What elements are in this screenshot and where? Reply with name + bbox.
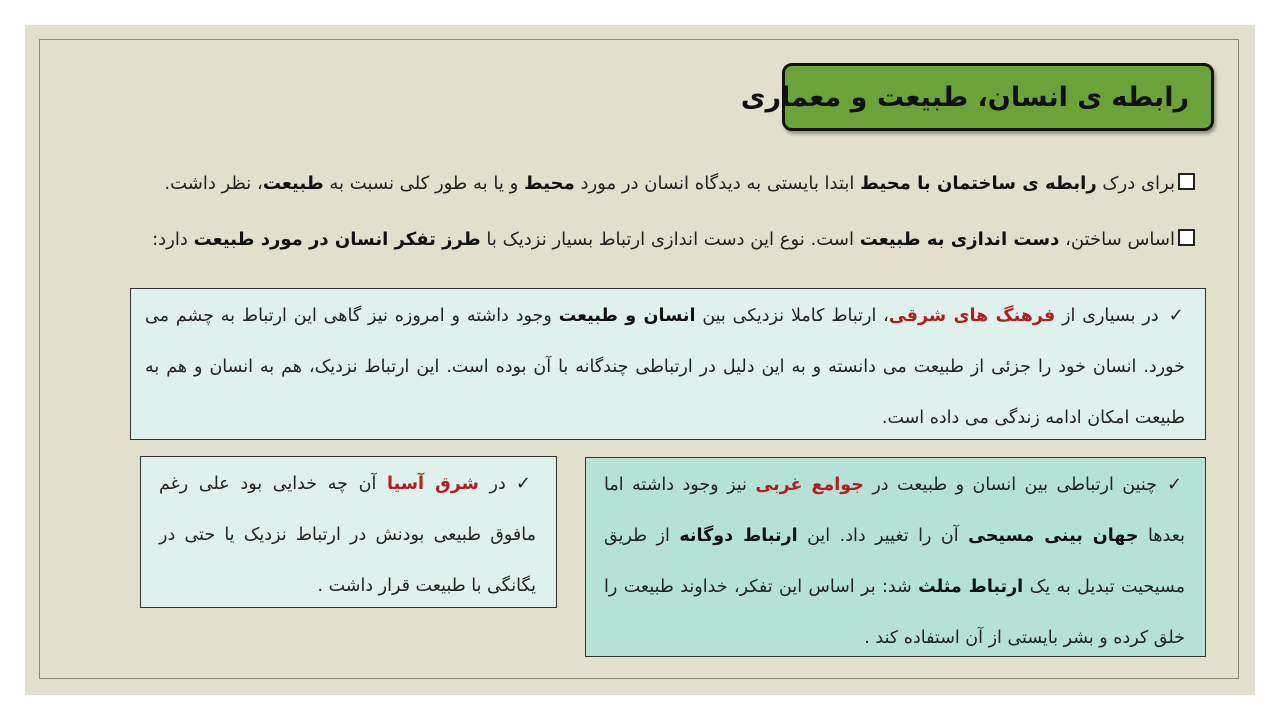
- box-text: در: [478, 474, 506, 494]
- paragraph-1-text: برای درک: [1096, 173, 1175, 194]
- box-text: شد: بر اساس این تفکر، خداوند طبیعت را خلق کرده و بشر بایستی از آن استفاده کند .: [604, 577, 1185, 648]
- bold-text: ارتباط دوگانه: [679, 526, 798, 546]
- box-text: آن چه خدایی بود علی رغم مافوق طبیعی بودنش در ارتباط نزدیک یا حتی در یگانگی با طبیعت قرار داشت .: [159, 474, 536, 596]
- paragraph-2-text: اساس ساختن،: [1059, 229, 1175, 250]
- paragraph-1-text: ابتدا بایستی به دیدگاه انسان در مورد: [574, 173, 861, 194]
- paragraph-1-text: و یا به طور کلی نسبت به: [323, 173, 524, 194]
- paragraph-1: [85, 171, 1195, 197]
- box-text: وجود داشته و امروزه نیز گاهی این ارتباط به چشم می خورد. انسان خود را جزئی از طبیعت می دانسته و به این دلیل در ارتباطی چندگانه با آن بوده است. این ارتباط نزدیک، هم به انسان و هم به طبیعت امکان ادامه زندگی می داده است.: [145, 306, 1185, 428]
- highlight-text: فرهنگ های شرقی: [888, 306, 1056, 326]
- checkmark-icon: ✓: [1168, 305, 1186, 326]
- box-text: در بسیاری از: [1055, 306, 1159, 326]
- paragraph-1-bold: رابطه ی ساختمان با محیط: [860, 173, 1097, 194]
- bold-text: انسان و طبیعت: [558, 306, 696, 326]
- paragraph-2-text: دارد:: [152, 229, 194, 250]
- checkmark-icon: ✓: [515, 473, 536, 494]
- east-asia-box: [140, 456, 557, 608]
- checkbox-bullet-icon: [1178, 173, 1195, 190]
- bold-text: جهان بینی مسیحی: [968, 526, 1139, 546]
- paragraph-1-bold: محیط: [524, 173, 575, 194]
- slide: [25, 25, 1255, 695]
- highlight-text: شرق آسیا: [387, 474, 479, 494]
- paragraph-2-text: است. نوع این دست اندازی ارتباط بسیار نزدیک با: [480, 229, 860, 250]
- highlight-text: جوامع غربی: [755, 475, 864, 495]
- title-box: [740, 63, 1214, 131]
- box-text: از طریق مسیحیت تبدیل به یک: [604, 526, 1185, 597]
- checkbox-bullet-icon: [1178, 229, 1195, 246]
- paragraph-1-text: ، نظر داشت.: [164, 173, 263, 194]
- paragraph-1-bold: طبیعت: [262, 173, 324, 194]
- box-text: چنین ارتباطی بین انسان و طبیعت در: [863, 475, 1157, 495]
- box-text: آن را تغییر داد. این: [797, 526, 969, 546]
- checkmark-icon: ✓: [1167, 474, 1185, 495]
- eastern-cultures-box: [130, 288, 1206, 440]
- page-title: رابطه ی انسان، طبیعت و معماری: [740, 81, 1189, 113]
- paragraph-2-bold: طرز تفکر انسان در مورد طبیعت: [193, 229, 481, 250]
- box-text: نیز وجود داشته اما بعدها: [604, 475, 1186, 546]
- paragraph-2: [85, 227, 1195, 253]
- paragraph-2-bold: دست اندازی به طبیعت: [859, 229, 1060, 250]
- western-societies-box: [585, 457, 1206, 657]
- bold-text: ارتباط مثلث: [918, 577, 1024, 597]
- box-text: ، ارتباط کاملا نزدیکی بین: [695, 306, 889, 326]
